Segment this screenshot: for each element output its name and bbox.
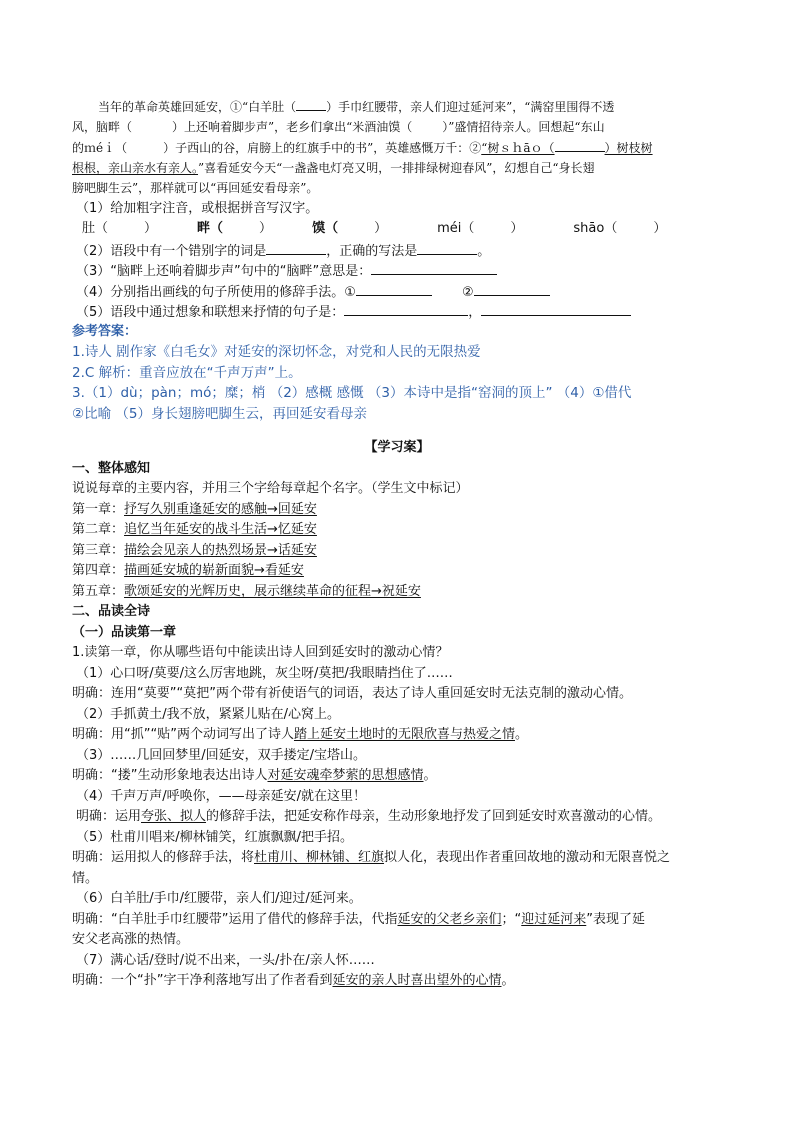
- chapter-label: 第二章：: [72, 522, 125, 537]
- answer-blank[interactable]: [266, 240, 326, 255]
- answer-2: 2.C 解析：重音应放在“千声万声”上。: [72, 364, 302, 381]
- passage-text: ”喜看延安今天“一盏盏电灯亮又明，一排排绿树迎春风”，幻想自己“身长翅: [198, 160, 595, 175]
- passage-text: ）手巾红腰带，亲人们迎过延河来”，“满窑里围得不透: [326, 100, 615, 114]
- question-1-items: [72, 219, 722, 240]
- section-2-heading: 二、品读全诗: [72, 604, 151, 619]
- text: 。: [501, 973, 515, 988]
- item-text: ）: [653, 221, 667, 236]
- text: 明确：用“抓”“贴”两个动词写出了诗人: [72, 727, 294, 742]
- passage-text: ）”盛情招待亲人。回想起“东山: [442, 119, 605, 134]
- item-text: 馍（: [312, 221, 339, 236]
- answer-blank[interactable]: [417, 240, 477, 255]
- answer-blank[interactable]: [481, 301, 631, 316]
- clarification-5: [72, 848, 722, 869]
- text: 的修辞手法，把延安称作母亲，生动形象地抒发了回到延安时欢喜激动的心情。: [206, 809, 662, 824]
- passage-line-3: [72, 137, 722, 158]
- underlined-sentence-2: ）树枝树: [604, 141, 653, 155]
- clarification-6-cont: 安父老高涨的热情。: [72, 932, 190, 947]
- verse-item-4: （4）千声万声/呼唤你，——母亲延安/就在这里！: [76, 788, 367, 804]
- answer-3: 3.（1）dù；pàn；mó；糜；梢 （2）感概 感慨 （3）本诗中是指“窑洞的顶上” （4）①借代: [72, 385, 632, 401]
- clarification-6: [72, 910, 722, 931]
- underlined-text: 踏上延安土地时的无限欣喜与热爱之情: [293, 727, 515, 742]
- question-text: （2）语段中有一个错别字的词是: [76, 243, 267, 259]
- item-text: ）: [144, 221, 158, 236]
- question-text: （4）分别指出画线的句子所使用的修辞手法。①: [76, 284, 356, 300]
- text: 。: [423, 768, 437, 783]
- chapter-label: 第三章：: [72, 542, 125, 558]
- answer-blank[interactable]: [474, 281, 550, 296]
- answer-1: 1.诗人 剧作家《白毛女》对延安的深切怀念，对党和人民的无限热爱: [72, 344, 481, 360]
- question-text: ，正确的写法是: [326, 243, 418, 259]
- main-question: 1.读第一章，你从哪些语句中能读出诗人回到延安时的激动心情？: [72, 645, 449, 660]
- verse-item-2: （2）手抓黄土/我不放，紧紧儿贴在/心窝上。: [76, 706, 341, 722]
- passage-text: 当年的革命英雄回延安，①“白羊肚（: [98, 100, 297, 114]
- question-text: 。: [477, 243, 491, 259]
- clarification-7: [72, 971, 722, 992]
- question-3: [72, 260, 722, 281]
- verse-item-3: （3）……几回回梦里/回延安，双手搂定/宝塔山。: [76, 747, 367, 763]
- passage-text: 风，脑畔（: [72, 119, 133, 134]
- verse-item-6: （6）白羊肚/手巾/红腰带，亲人们/迎过/延河来。: [76, 891, 362, 906]
- chapter-label: 第四章：: [72, 563, 125, 578]
- item-text: shāo（: [573, 221, 618, 236]
- underlined-sentence-2: 根根，亲山亲水有亲人。: [72, 160, 199, 175]
- answer-blank[interactable]: [555, 137, 605, 152]
- section-1-intro: 说说每章的主要内容，并用三个字给每章起个名字。（学生文中标记）: [72, 481, 469, 496]
- passage-text: 膀吧脚生云”，那样就可以“再回延安看母亲”。: [72, 181, 319, 195]
- section-1-heading: 一、整体感知: [72, 460, 151, 476]
- clarification-2: [72, 725, 722, 746]
- item-text: ）: [510, 221, 524, 236]
- text: 明确：“搂”生动形象地表达出诗人: [72, 768, 268, 783]
- text: 明确：运用拟人的修辞手法，将: [72, 850, 255, 865]
- chapter-content: 追忆当年延安的战斗生活→忆延安: [124, 522, 317, 537]
- chapter-1: [72, 500, 722, 521]
- underlined-sentence-2: “树ｓｈāｏ（: [481, 141, 555, 155]
- chapter-3: [72, 541, 722, 562]
- answer-blank[interactable]: [371, 260, 497, 275]
- item-text: 畔（: [197, 221, 224, 236]
- underlined-text: 迎过延河来: [521, 911, 587, 927]
- answer-blank[interactable]: [296, 96, 326, 111]
- text: 明确：运用: [76, 809, 142, 824]
- item-text: ）: [259, 221, 273, 236]
- underlined-text: 杜甫川、柳林铺、红旗: [254, 850, 385, 865]
- passage-text: 的ｍéｉ（: [72, 141, 128, 155]
- item-text: méi（: [437, 221, 475, 236]
- passage-line-5: [72, 178, 722, 199]
- passage-line-4: [72, 158, 722, 179]
- question-text: ，: [468, 305, 482, 320]
- text: 明确：一个“扑”字干净利落地写出了作者看到: [72, 973, 333, 988]
- answer-blank[interactable]: [356, 281, 432, 296]
- underlined-text: 延安的父老乡亲们: [397, 911, 502, 927]
- study-title: 【学习案】: [364, 440, 430, 455]
- section-2-subheading: （一）品读第一章: [72, 624, 177, 640]
- chapter-2: [72, 520, 722, 541]
- question-1: （1）给加粗字注音，或根据拼音写汉字。: [76, 200, 319, 216]
- clarification-4: [72, 807, 722, 828]
- verse-item-7: （7）满心话/登时/说不出来，一头/扑在/亲人怀……: [76, 952, 375, 968]
- chapter-label: 第一章：: [72, 501, 125, 517]
- chapter-label: 第五章：: [72, 583, 125, 599]
- text: ；“: [501, 911, 522, 927]
- item-text: ）: [374, 221, 388, 236]
- answer-blank[interactable]: [344, 301, 468, 316]
- passage-line-2: [72, 117, 722, 138]
- clarification-1: 明确：连用“莫要”“莫把”两个带有祈使语气的词语，表达了诗人重回延安时无法克制的激动心情。: [72, 686, 632, 701]
- chapter-content: 描绘会见亲人的热烈场景→话延安: [124, 542, 317, 558]
- chapter-content: 歌颂延安的光辉历史，展示继续革命的征程→祝延安: [124, 583, 421, 599]
- chapter-5: [72, 582, 722, 603]
- answers-heading: 参考答案：: [72, 323, 138, 339]
- chapter-4: [72, 561, 722, 582]
- question-5: [72, 301, 722, 322]
- question-4: [72, 281, 722, 302]
- text: 拟人化，表现出作者重回故地的激动和无限喜悦之: [384, 850, 671, 865]
- passage-text: ）上还响着脚步声”，老乡们拿出“米酒油馍（: [172, 119, 413, 134]
- question-text: （3）“脑畔上还响着脚步声”句中的“脑畔”意思是：: [76, 264, 372, 279]
- verse-item-1: （1）心口呀/莫要/这么厉害地跳，灰尘呀/莫把/我眼睛挡住了……: [76, 665, 453, 681]
- passage-text: ）子西山的谷，肩膀上的红旗手中的书”，英雄感慨万千：②: [163, 141, 482, 155]
- clarification-5-cont: 情。: [72, 870, 99, 886]
- answer-3-cont: ②比喻 （5）身长翅膀吧脚生云，再回延安看母亲: [72, 405, 367, 422]
- underlined-text: 对延安魂牵梦萦的思想感情: [267, 768, 424, 783]
- question-2: [72, 240, 722, 261]
- question-text: （5）语段中通过想象和联想来抒情的句子是：: [76, 305, 345, 320]
- underlined-text: 夸张、拟人: [141, 809, 207, 824]
- passage-line-1: [72, 96, 722, 117]
- text: 。: [514, 727, 528, 742]
- question-text: ②: [461, 284, 474, 300]
- text: ”表现了延: [586, 911, 646, 927]
- item-text: 肚（: [82, 221, 109, 236]
- text: 明确：“白羊肚手巾红腰带”运用了借代的修辞手法，代指: [72, 911, 398, 927]
- clarification-3: [72, 766, 722, 787]
- verse-item-5: （5）杜甫川唱来/柳林铺笑，红旗飘飘/把手招。: [76, 829, 354, 845]
- chapter-content: 描画延安城的崭新面貌→看延安: [124, 563, 304, 578]
- chapter-content: 抒写久别重逢延安的感触→回延安: [124, 501, 317, 517]
- underlined-text: 延安的亲人时喜出望外的心情: [332, 973, 502, 988]
- worksheet-page: [72, 96, 722, 992]
